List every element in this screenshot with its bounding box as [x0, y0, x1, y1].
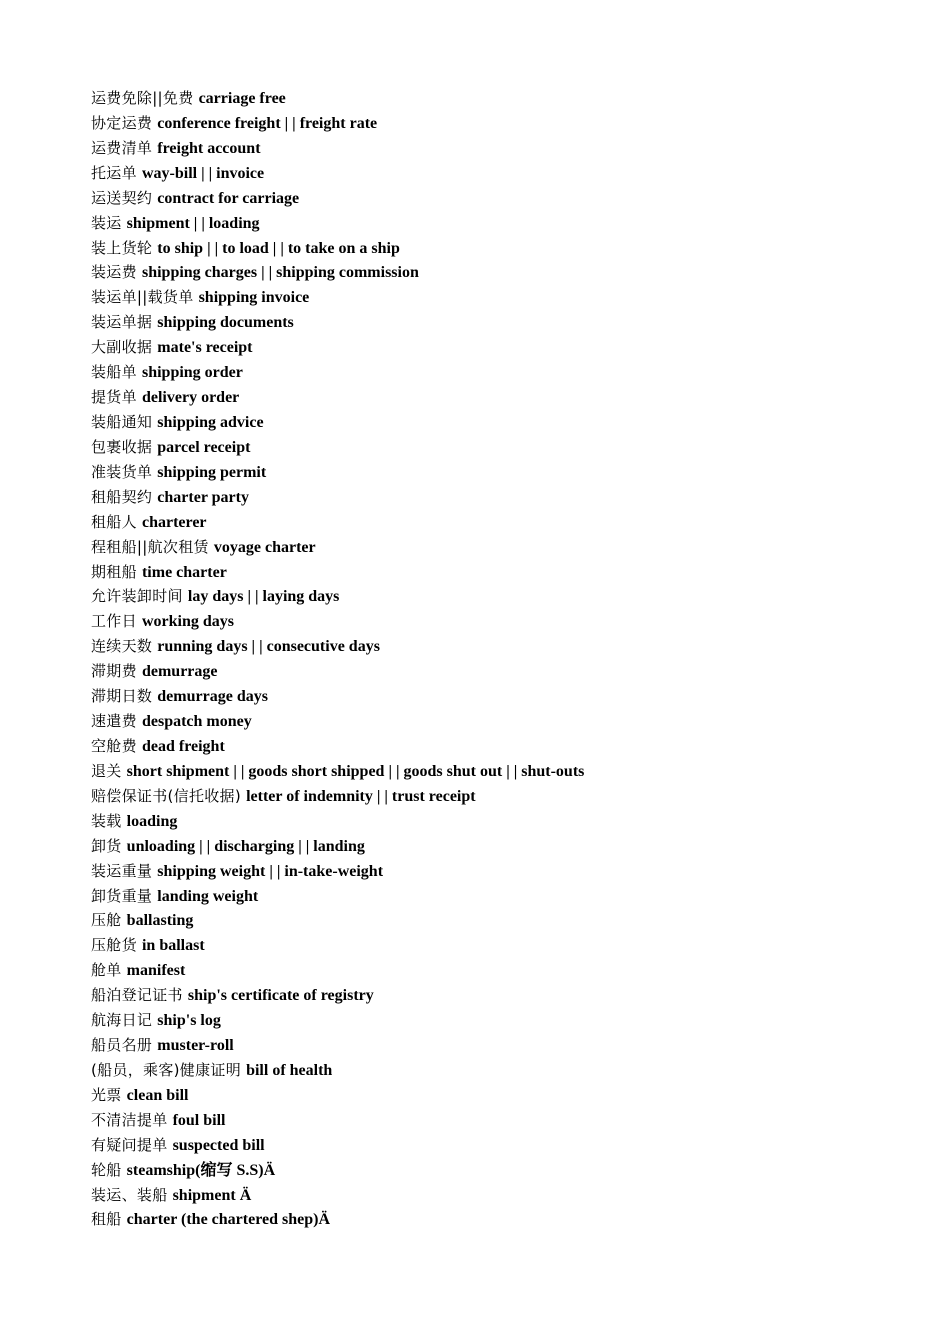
chinese-term: 船泊登记证书	[91, 986, 188, 1005]
english-term: charterer	[141, 513, 207, 531]
chinese-term: 卸货	[91, 836, 127, 855]
glossary-entry	[91, 186, 911, 211]
english-term: shipping advice	[157, 413, 264, 431]
chinese-term: 装运、装船	[91, 1185, 173, 1204]
glossary-entry	[91, 385, 911, 410]
glossary-entry	[91, 285, 911, 310]
chinese-term: 退关	[91, 761, 127, 780]
english-term: shipping charges | | shipping commission	[141, 264, 419, 282]
english-term: clean bill	[126, 1086, 189, 1104]
english-term: time charter	[141, 563, 227, 581]
english-term: freight account	[157, 139, 261, 157]
chinese-term: 压舱货	[91, 936, 142, 955]
chinese-term: 准装货单	[91, 462, 158, 481]
chinese-term: 装船单	[91, 363, 142, 382]
chinese-term: 有疑问提单	[91, 1135, 173, 1154]
english-term: carriage free	[198, 90, 286, 107]
english-term: conference freight | | freight rate	[157, 114, 378, 132]
glossary-entry	[91, 560, 911, 585]
chinese-term: 船员名册	[91, 1036, 158, 1055]
english-term: shipping order	[141, 364, 243, 382]
chinese-term: 赔偿保证书(信托收据)	[91, 786, 247, 805]
english-term: working days	[141, 613, 234, 631]
english-term: lay days | | laying days	[187, 588, 340, 606]
glossary-entry	[91, 1158, 911, 1183]
glossary-entry	[91, 1183, 911, 1208]
chinese-term: 连续天数	[91, 637, 158, 656]
glossary-entry	[91, 260, 911, 285]
glossary-entry	[91, 809, 911, 834]
chinese-term: (船员，乘客)健康证明	[91, 1060, 247, 1079]
glossary-entry	[91, 460, 911, 485]
chinese-term: 滞期费	[91, 662, 142, 681]
glossary-entry	[91, 1133, 911, 1158]
english-term: shipment Ä	[172, 1186, 252, 1204]
english-term: contract for carriage	[157, 189, 300, 207]
glossary-entry	[91, 634, 911, 659]
glossary-entry	[91, 1207, 911, 1232]
english-term: ballasting	[126, 912, 194, 930]
chinese-term: 协定运费	[91, 113, 158, 132]
glossary-entry	[91, 510, 911, 535]
glossary-entry	[91, 161, 911, 186]
english-term: bill of health	[246, 1061, 333, 1079]
chinese-term: 轮船	[91, 1160, 127, 1179]
glossary-entry	[91, 908, 911, 933]
english-term: muster-roll	[157, 1037, 234, 1055]
english-term: steamship(缩写 S.S)Ä	[126, 1161, 276, 1179]
chinese-term: 装运单据	[91, 313, 158, 332]
glossary-entry	[91, 983, 911, 1008]
glossary-entry	[91, 759, 911, 784]
english-term: mate's receipt	[157, 339, 253, 357]
english-term: ship's log	[157, 1012, 221, 1030]
english-term: manifest	[126, 962, 186, 980]
english-term: running days | | consecutive days	[157, 638, 380, 656]
glossary-entry	[91, 111, 911, 136]
chinese-term: 提货单	[91, 388, 142, 407]
glossary-entry	[91, 834, 911, 859]
english-term: demurrage days	[157, 688, 268, 706]
chinese-term: 租船	[91, 1210, 127, 1229]
glossary-entry	[91, 310, 911, 335]
glossary-entry	[91, 360, 911, 385]
glossary-entry	[91, 86, 911, 111]
chinese-term: 工作日	[91, 612, 142, 631]
chinese-term: 托运单	[91, 163, 142, 182]
chinese-term: 期租船	[91, 562, 142, 581]
glossary-entry	[91, 784, 911, 809]
english-term: shipping invoice	[198, 289, 310, 307]
glossary-entry	[91, 485, 911, 510]
chinese-term: 压舱	[91, 911, 127, 930]
chinese-term: 不清洁提单	[91, 1110, 173, 1129]
english-term: letter of indemnity | | trust receipt	[246, 787, 476, 805]
english-term: way-bill | | invoice	[141, 164, 265, 182]
chinese-term: 租船人	[91, 512, 142, 531]
english-term: demurrage	[141, 663, 218, 681]
english-term: shipping weight | | in-take-weight	[157, 862, 384, 880]
glossary-list	[91, 86, 911, 1232]
chinese-term: 程租船||航次租赁	[91, 537, 214, 556]
glossary-entry	[91, 410, 911, 435]
english-term: despatch money	[141, 713, 252, 731]
english-term: foul bill	[172, 1111, 226, 1129]
glossary-entry	[91, 211, 911, 236]
chinese-term: 装运费	[91, 263, 142, 282]
chinese-term: 装运	[91, 213, 127, 232]
glossary-entry	[91, 236, 911, 261]
chinese-term: 舱单	[91, 961, 127, 980]
glossary-entry	[91, 709, 911, 734]
chinese-term: 滞期日数	[91, 687, 158, 706]
english-term: charter party	[157, 488, 249, 506]
english-term: shipping permit	[157, 463, 267, 481]
english-term: suspected bill	[172, 1136, 265, 1154]
chinese-term: 速遣费	[91, 712, 142, 731]
chinese-term: 运费免除||免费	[91, 89, 199, 107]
chinese-term: 卸货重量	[91, 886, 158, 905]
english-term: delivery order	[141, 389, 240, 407]
glossary-entry	[91, 1083, 911, 1108]
glossary-entry	[91, 435, 911, 460]
glossary-entry	[91, 136, 911, 161]
chinese-term: 装运重量	[91, 861, 158, 880]
glossary-entry	[91, 1058, 911, 1083]
chinese-term: 运送契约	[91, 188, 158, 207]
chinese-term: 装运单||载货单	[91, 288, 199, 307]
english-term: shipment | | loading	[126, 214, 260, 232]
english-term: short shipment | | goods short shipped | | goods shut out | | shut-outs	[126, 762, 585, 780]
glossary-entry	[91, 958, 911, 983]
glossary-entry	[91, 335, 911, 360]
english-term: voyage charter	[213, 538, 316, 556]
chinese-term: 装载	[91, 811, 127, 830]
chinese-term: 航海日记	[91, 1011, 158, 1030]
english-term: landing weight	[157, 887, 259, 905]
glossary-entry	[91, 1108, 911, 1133]
glossary-entry	[91, 684, 911, 709]
english-term: parcel receipt	[157, 438, 251, 456]
glossary-entry	[91, 584, 911, 609]
glossary-entry	[91, 1008, 911, 1033]
glossary-entry	[91, 734, 911, 759]
glossary-entry	[91, 609, 911, 634]
chinese-term: 大副收据	[91, 338, 158, 357]
glossary-entry	[91, 884, 911, 909]
chinese-term: 运费清单	[91, 138, 158, 157]
english-term: shipping documents	[157, 314, 294, 332]
english-term: ship's certificate of registry	[187, 987, 374, 1005]
glossary-entry	[91, 535, 911, 560]
chinese-term: 装上货轮	[91, 238, 158, 257]
glossary-entry	[91, 1033, 911, 1058]
english-term: loading	[126, 812, 178, 830]
glossary-entry	[91, 659, 911, 684]
english-term: to ship | | to load | | to take on a ship	[157, 239, 400, 257]
chinese-term: 空舱费	[91, 736, 142, 755]
english-term: charter (the chartered shep)Ä	[126, 1211, 331, 1229]
chinese-term: 光票	[91, 1085, 127, 1104]
english-term: dead freight	[141, 737, 225, 755]
glossary-entry	[91, 933, 911, 958]
english-term: in ballast	[141, 937, 205, 955]
chinese-term: 装船通知	[91, 412, 158, 431]
glossary-entry	[91, 859, 911, 884]
english-term: unloading | | discharging | | landing	[126, 837, 365, 855]
chinese-term: 包裹收据	[91, 437, 158, 456]
chinese-term: 允许装卸时间	[91, 587, 188, 606]
chinese-term: 租船契约	[91, 487, 158, 506]
